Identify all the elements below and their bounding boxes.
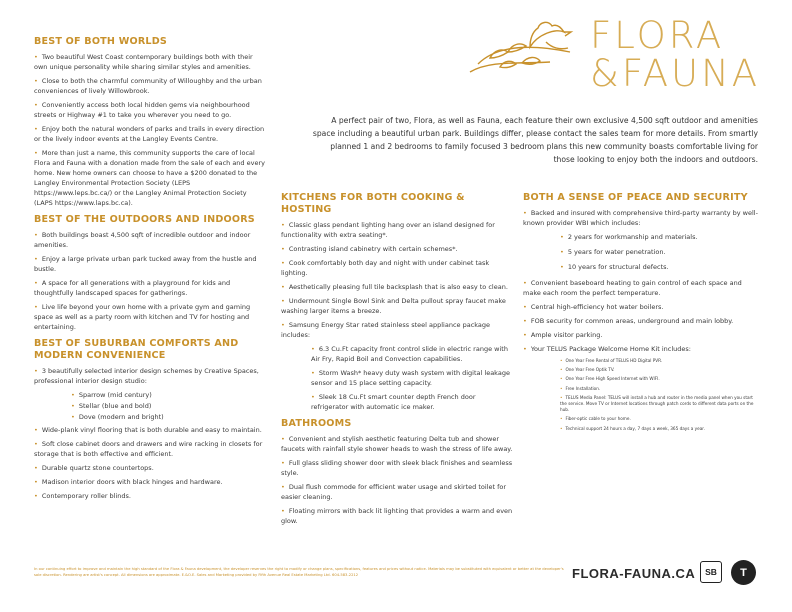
list-item: • Cook comfortably both day and night with under cabinet task lighting. — [281, 258, 513, 278]
list-item: • Backed and insured with comprehensive third-party warranty by well-known provider WBI which includes: — [523, 208, 759, 228]
list-item: • FOB security for common areas, underground and main lobby. — [523, 316, 759, 326]
telus-item: • Free Installation. — [523, 386, 759, 392]
list-item: • Wide-plank vinyl flooring that is both durable and easy to maintain. — [34, 425, 267, 435]
scheme-item: • Stellar (blue and bold) — [34, 401, 267, 411]
list-item: • Two beautiful West Coast contemporary buildings both with their own unique personality while sharing similar styles and amenities. — [34, 52, 267, 72]
developer-logo-text: SB — [705, 567, 717, 577]
builder-logo-text: T — [740, 566, 747, 579]
developer-logo — [700, 561, 722, 583]
list-item: • A space for all generations with a playground for kids and thoughtfully landscaped spaces for gatherings. — [34, 278, 267, 298]
warranty-item: • 2 years for workmanship and materials. — [523, 232, 759, 242]
list-item: • Contemporary roller blinds. — [34, 491, 267, 501]
appliance-item: • Storm Wash* heavy duty wash system with digital leakage sensor and 15 place setting capacity. — [281, 368, 513, 388]
telus-item: • TELUS Media Panel: TELUS will install a hub and router in the media panel when you start the service. Move TV or Internet locations through patch cords to different data ports on the hub. — [523, 395, 759, 414]
telus-item: • One Year Free High Speed Internet with WIFI. — [523, 376, 759, 382]
list-item: • Contrasting island cabinetry with certain schemes*. — [281, 244, 513, 254]
brand-name-line1: FLORA — [590, 14, 725, 57]
section-title-suburban-comforts: BEST OF SUBURBAN COMFORTS AND MODERN CONVENIENCE — [34, 338, 239, 361]
column-left — [34, 36, 267, 505]
list-item: • Samsung Energy Star rated stainless steel appliance package includes: — [281, 320, 513, 340]
warranty-item: • 10 years for structural defects. — [523, 262, 759, 272]
list-item: • Full glass sliding shower door with sleek black finishes and seamless style. — [281, 458, 513, 478]
list-item: • Your TELUS Package Welcome Home Kit includes: — [523, 344, 759, 354]
brand-name-line2: &FAUNA — [590, 52, 761, 95]
list-item: • Soft close cabinet doors and drawers and wire racking in closets for storage that is both effective and efficient. — [34, 439, 267, 459]
telus-item: • One Year Free Rental of TELUS HD Digital PVR. — [523, 358, 759, 364]
list-item: • Aesthetically pleasing full tile backsplash that is also easy to clean. — [281, 282, 513, 292]
list-item: • Central high-efficiency hot water boilers. — [523, 302, 759, 312]
scheme-item: • Sparrow (mid century) — [34, 390, 267, 400]
list-item: • Floating mirrors with back lit lighting that provides a warm and even glow. — [281, 506, 513, 526]
section-title-outdoors-indoors: BEST OF THE OUTDOORS AND INDOORS — [34, 214, 255, 225]
list-item: • Live life beyond your own home with a private gym and gaming space as well as a party room with kitchen and TV for hosting and entertaining. — [34, 302, 267, 332]
list-item: • Convenient baseboard heating to gain control of each space and make each room the perfect temperature. — [523, 278, 759, 298]
brand-logo — [460, 12, 790, 102]
list-item: • Dual flush commode for efficient water usage and skirted toilet for easier cleaning. — [281, 482, 513, 502]
list-item: • Enjoy both the natural wonders of parks and trails in every direction or the lively indoor events at the Langley Events Centre. — [34, 124, 267, 144]
footer-url[interactable]: FLORA-FAUNA.CA — [572, 566, 696, 581]
scheme-item: • Dove (modern and bright) — [34, 412, 267, 422]
column-right — [523, 192, 759, 435]
list-item: • 3 beautifully selected interior design schemes by Creative Spaces, professional interior design studio: — [34, 366, 267, 386]
section-title-peace-security: BOTH A SENSE OF PEACE AND SECURITY — [523, 192, 748, 203]
list-item: • Madison interior doors with black hinges and hardware. — [34, 477, 267, 487]
builder-logo — [731, 560, 756, 585]
section-title-kitchens: KITCHENS FOR BOTH COOKING & HOSTING — [281, 192, 465, 215]
bird-leaf-icon — [460, 12, 585, 87]
list-item: • Classic glass pendant lighting hang over an island designed for functionality with extra seating*. — [281, 220, 513, 240]
list-item: • Conveniently access both local hidden gems via neighbourhood streets or Highway #1 to take you wherever you need to go. — [34, 100, 267, 120]
telus-item: • Fiber-optic cable to your home. — [523, 416, 759, 422]
list-item: • More than just a name, this community supports the care of local Flora and Fauna with a donation made from the sale of each and every home. New home owners can choose to have a $200 donated to the Langley Environmental Protection Society (LEPS https://www.leps.bc.ca/) or the Langley Animal Protection Society (LAPS https://www.laps.bc.ca). — [34, 148, 267, 208]
list-item: • Undermount Single Bowl Sink and Delta pullout spray faucet make washing larger items a breeze. — [281, 296, 513, 316]
list-item: • Enjoy a large private urban park tucked away from the hustle and bustle. — [34, 254, 267, 274]
list-item: • Both buildings boast 4,500 sqft of incredible outdoor and indoor amenities. — [34, 230, 267, 250]
appliance-item: • Sleek 18 Cu.Ft smart counter depth French door refrigerator with automatic ice maker. — [281, 392, 513, 412]
appliance-item: • 6.3 Cu.Ft capacity front control slide in electric range with Air Fry, Rapid Boil and Convection capabilities. — [281, 344, 513, 364]
intro-paragraph: A perfect pair of two, Flora, as well as Fauna, each feature their own exclusive 4,500 sqft outdoor and amenities space including a beautiful urban park. Buildings differ, please contact the sales team for more details. From smartly planned 1 and 2 bedrooms to family focused 3 bedroom plans this new community boasts comfortable living for those looking to enjoy both the indoors and outdoors. — [312, 116, 758, 164]
footer-disclaimer: In our continuing effort to improve and maintain the high standard of the Flora & Fauna development, the developer reserves the right to modify or change plans, specifications, features and prices without notice. Materials may be substituted with equivalent or better at the developer's sole discretion. Rendering are artist's concept. All dimensions are approximate. E.&O.E. Sales and Marketing provided by Fifth Avenue Real Estate Marketing Ltd. 604-583-2212 — [34, 567, 564, 577]
telus-item: • Technical support 24 hours a day, 7 days a week, 365 days a year. — [523, 426, 759, 432]
list-item: • Ample visitor parking. — [523, 330, 759, 340]
list-item: • Close to both the charmful community of Willoughby and the urban conveniences of lively Willowbrook. — [34, 76, 267, 96]
warranty-item: • 5 years for water penetration. — [523, 247, 759, 257]
section-title-best-of-both-worlds: BEST OF BOTH WORLDS — [34, 36, 168, 47]
list-item: • Convenient and stylish aesthetic featuring Delta tub and shower faucets with rainfall style shower heads to wash the stress of life away. — [281, 434, 513, 454]
list-item: • Durable quartz stone countertops. — [34, 463, 267, 473]
column-middle — [281, 192, 513, 530]
section-title-bathrooms: BATHROOMS — [281, 418, 352, 429]
telus-item: • One Year Free Optik TV. — [523, 367, 759, 373]
